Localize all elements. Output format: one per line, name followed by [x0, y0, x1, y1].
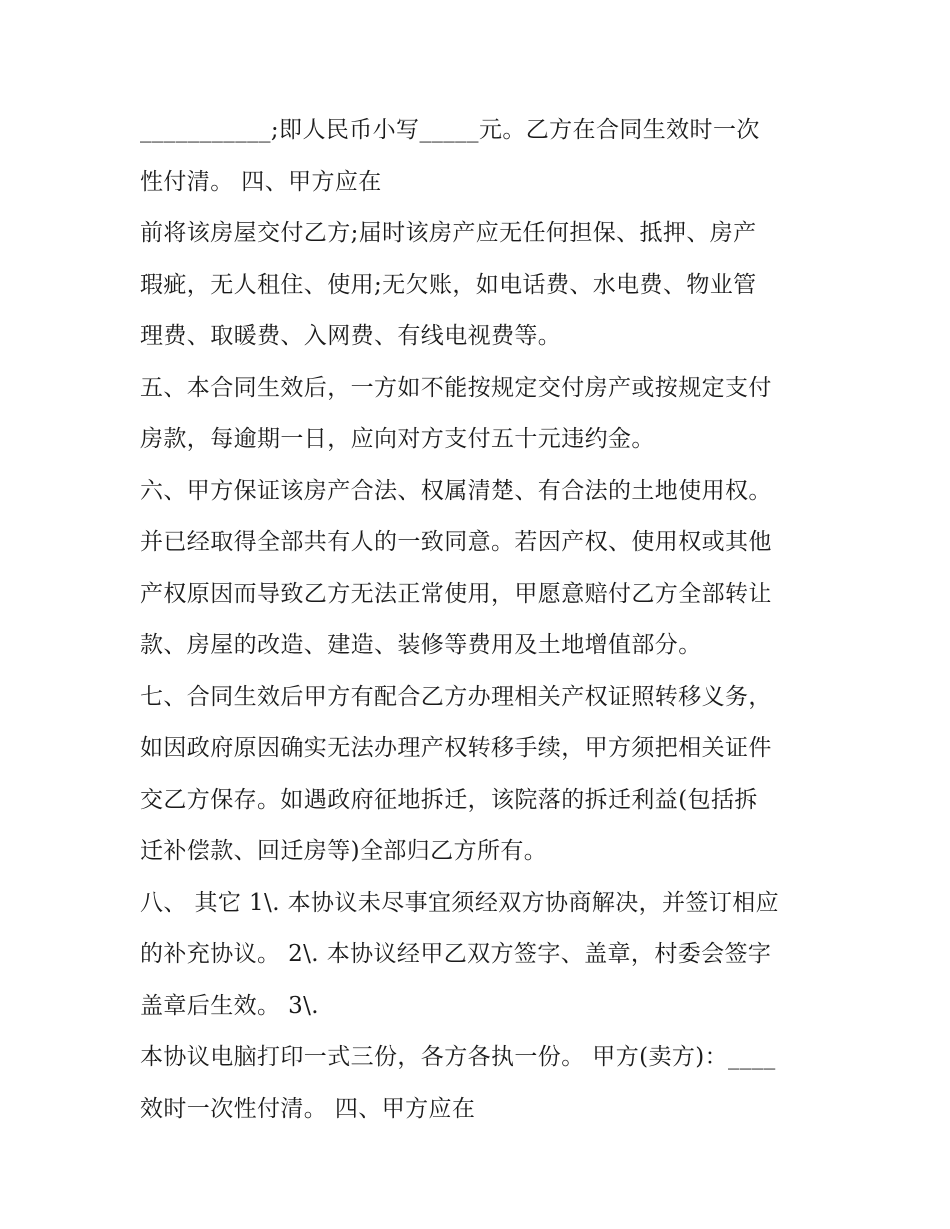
- text-line-5: 理费、取暖费、入网费、有线电视费等。: [140, 323, 562, 349]
- text-line-10: 产权原因而导致乙方无法正常使用，甲愿意赔付乙方全部转让: [140, 580, 772, 607]
- contract-text-body: [140, 105, 820, 1135]
- text-line-16: 八、 其它 1\. 本协议未尽事宜须经双方协商解决，并签订相应: [140, 889, 780, 916]
- text-line-19: 本协议电脑打印一式三份，各方各执一份。 甲方(卖方)：____: [140, 1044, 776, 1070]
- text-line-15: 迁补偿款、回迁房等)全部归乙方所有。: [140, 838, 548, 864]
- text-line-18: 盖章后生效。 3\.: [140, 992, 320, 1019]
- text-line-12: 七、合同生效后甲方有配合乙方办理相关产权证照转移义务，: [140, 683, 772, 710]
- text-line-3: 前将该房屋交付乙方;届时该房产应无任何担保、抵押、房产: [140, 220, 757, 246]
- text-line-6: 五、本合同生效后，一方如不能按规定交付房产或按规定支付: [140, 374, 772, 401]
- text-line-17: 的补充协议。 2\. 本协议经甲乙双方签字、盖章，村委会签字: [140, 941, 772, 967]
- text-line-11: 款、房屋的改造、建造、装修等费用及土地增值部分。: [140, 632, 702, 658]
- text-line-7: 房款，每逾期一日，应向对方支付五十元违约金。: [140, 426, 655, 452]
- text-line-20: 效时一次性付清。 四、甲方应在: [140, 1095, 476, 1122]
- text-line-8: 六、甲方保证该房产合法、权属清楚、有合法的土地使用权。: [140, 477, 772, 504]
- text-line-4: 瑕疵，无人租住、使用;无欠账，如电话费、水电费、物业管: [140, 271, 757, 298]
- text-line-9: 并已经取得全部共有人的一致同意。若因产权、使用权或其他: [140, 529, 772, 555]
- text-line-14: 交乙方保存。如遇政府征地拆迁，该院落的拆迁利益(包括拆: [140, 786, 758, 813]
- text-line-13: 如因政府原因确实无法办理产权转移手续，甲方须把相关证件: [140, 735, 772, 761]
- text-line-1: ___________;即人民币小写_____元。乙方在合同生效时一次: [140, 117, 760, 143]
- text-line-2: 性付清。 四、甲方应在: [140, 168, 382, 195]
